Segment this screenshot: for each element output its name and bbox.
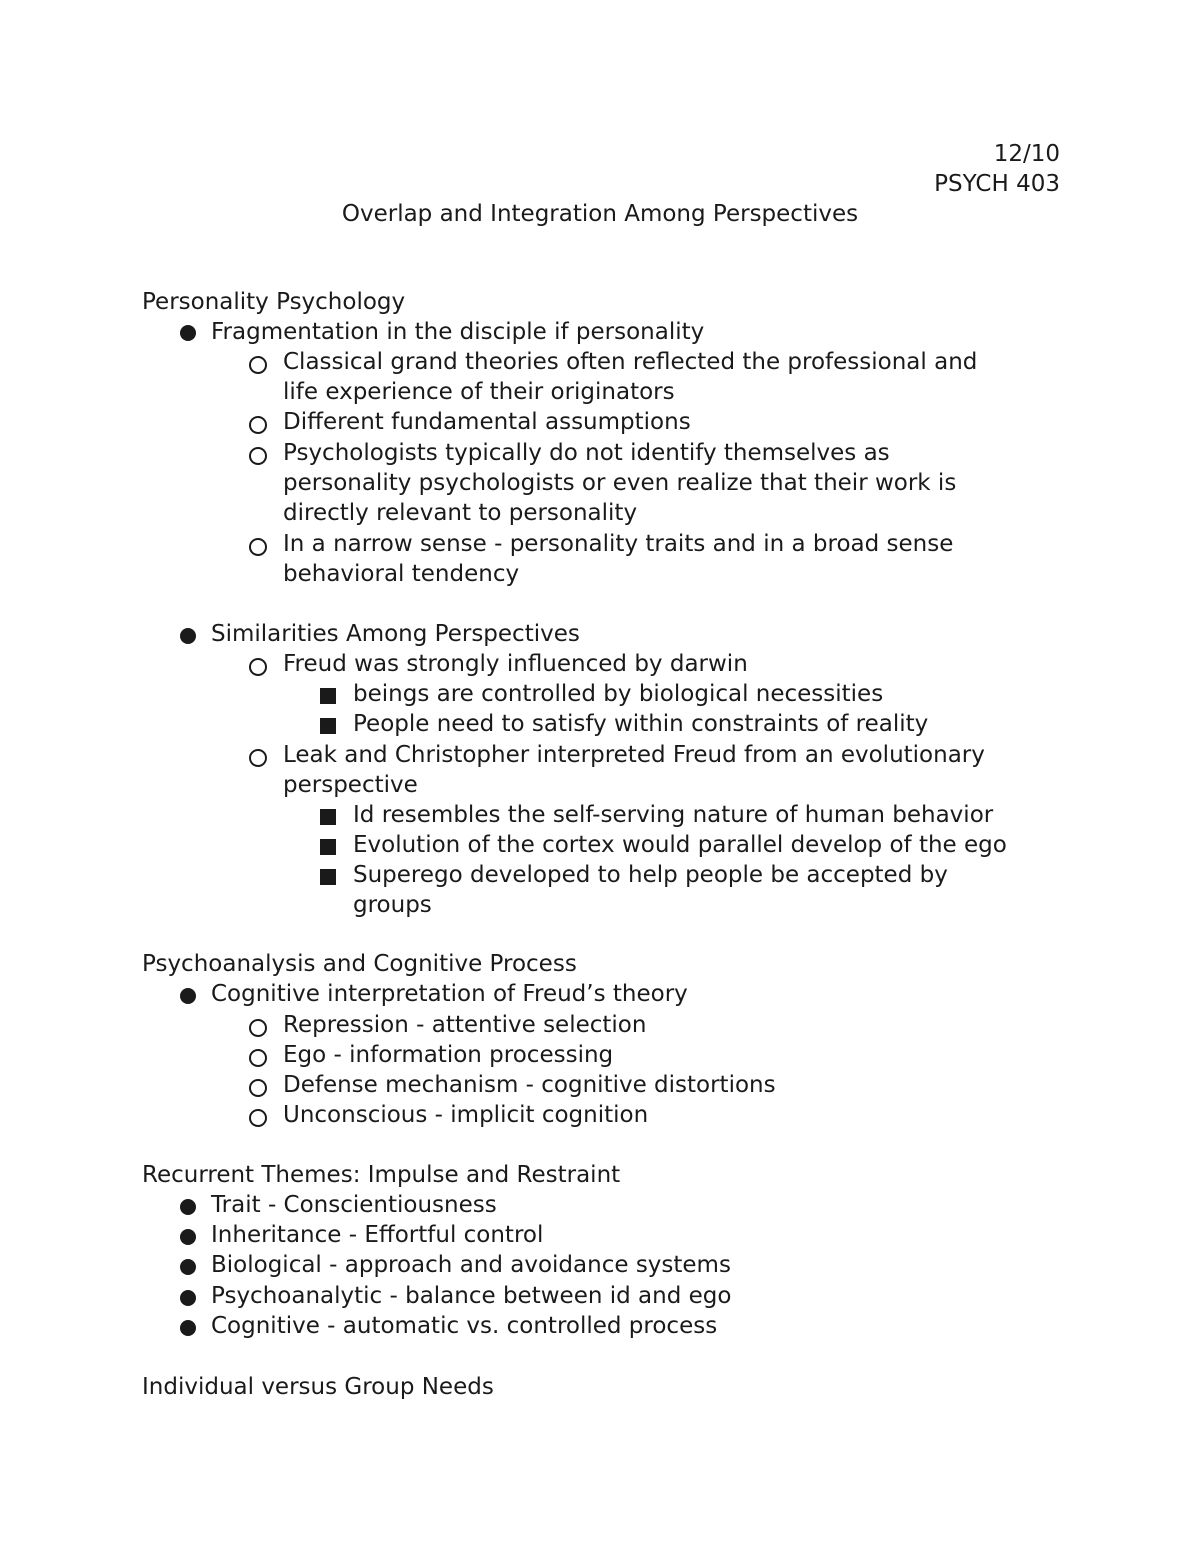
- list-item-continuation: behavioral tendency: [283, 561, 520, 587]
- list-item: Id resembles the self-serving nature of human behavior: [353, 802, 994, 828]
- square-bullet-icon: [320, 869, 336, 885]
- bullet-icon: [180, 1259, 196, 1275]
- bullet-icon: [180, 988, 196, 1004]
- list-item: Cognitive interpretation of Freud’s theory: [211, 981, 688, 1007]
- list-item: Trait - Conscientiousness: [211, 1192, 497, 1218]
- list-item: Superego developed to help people be accepted by: [353, 862, 948, 888]
- circle-bullet-icon: [249, 538, 267, 556]
- section-heading-recurrent-themes: Recurrent Themes: Impulse and Restraint: [142, 1162, 621, 1188]
- circle-bullet-icon: [249, 447, 267, 465]
- list-item-continuation: life experience of their originators: [283, 379, 675, 405]
- list-item: Ego - information processing: [283, 1042, 614, 1068]
- section-heading-personality: Personality Psychology: [142, 289, 406, 315]
- square-bullet-icon: [320, 809, 336, 825]
- square-bullet-icon: [320, 718, 336, 734]
- bullet-icon: [180, 1320, 196, 1336]
- list-item: Leak and Christopher interpreted Freud from an evolutionary: [283, 742, 985, 768]
- list-item: People need to satisfy within constraints of reality: [353, 711, 929, 737]
- list-item: Defense mechanism - cognitive distortions: [283, 1072, 776, 1098]
- list-item: Cognitive - automatic vs. controlled process: [211, 1313, 718, 1339]
- square-bullet-icon: [320, 839, 336, 855]
- page-title: Overlap and Integration Among Perspectives: [341, 201, 859, 227]
- circle-bullet-icon: [249, 1109, 267, 1127]
- list-item-continuation: perspective: [283, 772, 418, 798]
- section-heading-psychoanalysis: Psychoanalysis and Cognitive Process: [142, 951, 577, 977]
- list-item: Freud was strongly influenced by darwin: [283, 651, 748, 677]
- section-heading-individual-group: Individual versus Group Needs: [142, 1374, 494, 1400]
- bullet-icon: [180, 1229, 196, 1245]
- list-item-continuation: groups: [353, 892, 432, 918]
- list-item: Repression - attentive selection: [283, 1012, 647, 1038]
- bullet-icon: [180, 325, 196, 341]
- square-bullet-icon: [320, 688, 336, 704]
- list-item: In a narrow sense - personality traits and in a broad sense: [283, 531, 954, 557]
- circle-bullet-icon: [249, 1079, 267, 1097]
- list-item: Unconscious - implicit cognition: [283, 1102, 649, 1128]
- list-item: Psychologists typically do not identify themselves as: [283, 440, 890, 466]
- list-item: Classical grand theories often reflected the professional and: [283, 349, 978, 375]
- circle-bullet-icon: [249, 1019, 267, 1037]
- circle-bullet-icon: [249, 416, 267, 434]
- list-item-continuation: personality psychologists or even realize that their work is: [283, 470, 957, 496]
- list-item-continuation: directly relevant to personality: [283, 500, 638, 526]
- bullet-icon: [180, 1290, 196, 1306]
- circle-bullet-icon: [249, 1049, 267, 1067]
- list-item: Evolution of the cortex would parallel develop of the ego: [353, 832, 1007, 858]
- list-item: Inheritance - Effortful control: [211, 1222, 544, 1248]
- list-item: Fragmentation in the disciple if personality: [211, 319, 705, 345]
- list-item: beings are controlled by biological necessities: [353, 681, 884, 707]
- list-item: Biological - approach and avoidance systems: [211, 1252, 731, 1278]
- list-item: Psychoanalytic - balance between id and ego: [211, 1283, 732, 1309]
- bullet-icon: [180, 1199, 196, 1215]
- list-item: Similarities Among Perspectives: [211, 621, 580, 647]
- course-label: PSYCH 403: [934, 171, 1060, 197]
- circle-bullet-icon: [249, 749, 267, 767]
- bullet-icon: [180, 628, 196, 644]
- circle-bullet-icon: [249, 658, 267, 676]
- date-label: 12/10: [993, 141, 1060, 167]
- list-item: Different fundamental assumptions: [283, 409, 691, 435]
- circle-bullet-icon: [249, 356, 267, 374]
